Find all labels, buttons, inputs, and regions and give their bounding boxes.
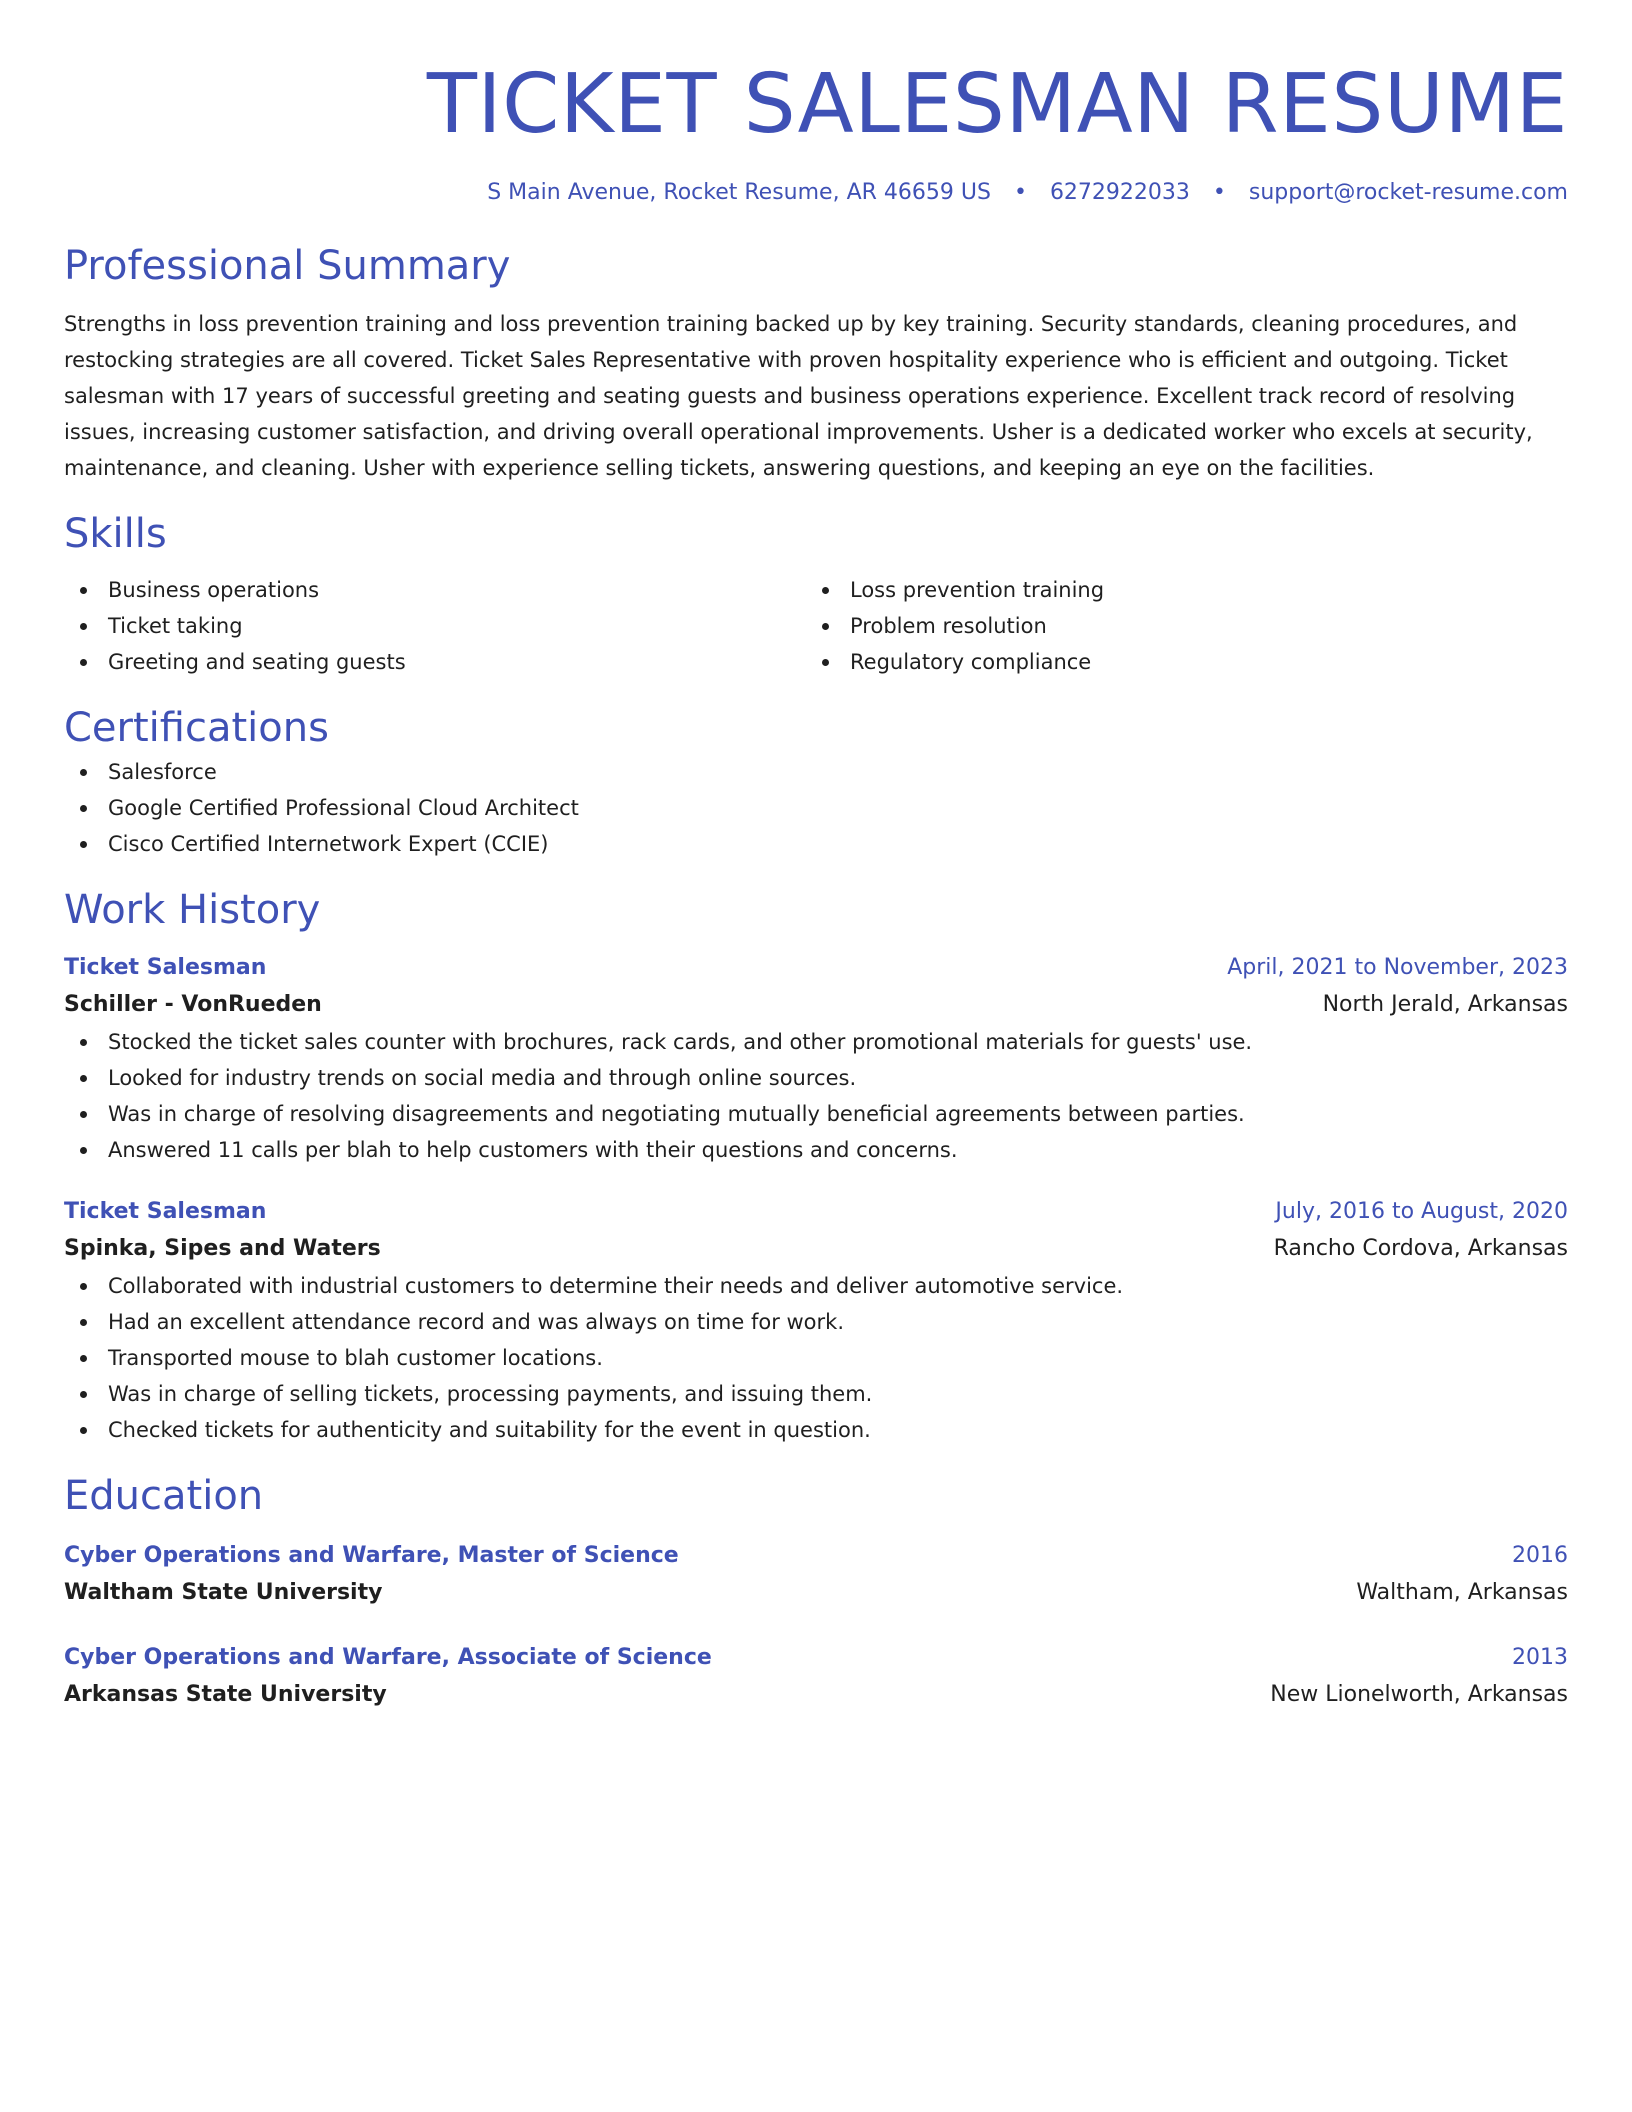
job-bullet-text: Transported mouse to blah customer locations. (108, 1346, 603, 1370)
contact-line (64, 178, 1568, 208)
job-bullet-text: Was in charge of selling tickets, processing payments, and issuing them. (108, 1382, 873, 1406)
bullet-dot (80, 659, 87, 666)
list-item (64, 1060, 1568, 1096)
skill-label: Ticket taking (108, 614, 243, 638)
education-degree: Cyber Operations and Warfare, Associate of Science (64, 1645, 712, 1670)
list-item (806, 572, 1548, 608)
bullet-dot (80, 805, 87, 812)
skill-label: Business operations (108, 578, 320, 602)
skill-label: Loss prevention training (850, 578, 1105, 602)
work-history-section (64, 884, 1568, 1448)
list-item (64, 1304, 1568, 1340)
bullet-dot (80, 1391, 87, 1398)
list-item (64, 1268, 1568, 1304)
education-entry (64, 1640, 1568, 1714)
resume-name: TICKET SALESMAN RESUME (426, 57, 1568, 152)
list-item (64, 790, 1568, 826)
contact-address: S Main Avenue, Rocket Resume, AR 46659 US (487, 180, 991, 205)
list-item (64, 754, 1568, 790)
job-employer-row (64, 986, 1568, 1024)
education-school: Arkansas State University (64, 1682, 387, 1707)
list-item (64, 1132, 1568, 1168)
skills-title: Skills (64, 511, 167, 557)
certification-label: Cisco Certified Internetwork Expert (CCIE) (108, 832, 549, 856)
bullet-dot (822, 659, 829, 666)
list-item (64, 644, 806, 680)
job-location: North Jerald, Arkansas (1322, 992, 1568, 1017)
bullet-dot (80, 1147, 87, 1154)
list-item (806, 608, 1548, 644)
education-entry (64, 1538, 1568, 1612)
job-bullet-text: Had an excellent attendance record and was always on time for work. (108, 1310, 845, 1334)
bullet-dot (80, 1075, 87, 1082)
contact-email: support@rocket-resume.com (1248, 180, 1568, 205)
education-location: New Lionelworth, Arkansas (1270, 1682, 1568, 1707)
job-bullet-text: Stocked the ticket sales counter with brochures, rack cards, and other promotional materials for guests' use. (108, 1030, 1253, 1054)
list-item (806, 644, 1548, 680)
job-bullet-text: Was in charge of resolving disagreements and negotiating mutually beneficial agreements between parties. (108, 1102, 1245, 1126)
certifications-list (64, 754, 1568, 862)
bullet-dot (80, 1355, 87, 1362)
education-school-row (64, 1676, 1568, 1714)
skill-label: Problem resolution (850, 614, 1047, 638)
list-item (64, 1024, 1568, 1060)
education-school: Waltham State University (64, 1580, 383, 1605)
skills-list-left (64, 572, 806, 680)
education-section (64, 1470, 1568, 1714)
contact-phone: 6272922033 (1049, 180, 1190, 205)
list-item (64, 1376, 1568, 1412)
job-bullet-text: Collaborated with industrial customers to determine their needs and deliver automotive service. (108, 1274, 1124, 1298)
job-bullet-text: Checked tickets for authenticity and suitability for the event in question. (108, 1418, 871, 1442)
resume-page (64, 0, 1568, 1714)
skill-label: Regulatory compliance (850, 650, 1092, 674)
job-location: Rancho Cordova, Arkansas (1273, 1236, 1568, 1261)
bullet-dot (822, 587, 829, 594)
contact-separator: • (1212, 180, 1226, 205)
job-entry (64, 1194, 1568, 1448)
bullet-dot (822, 623, 829, 630)
bullet-dot (80, 1319, 87, 1326)
summary-section (64, 240, 1568, 486)
education-title: Education (64, 1473, 264, 1519)
job-employer-row (64, 1230, 1568, 1268)
bullet-dot (80, 1111, 87, 1118)
list-item (64, 572, 806, 608)
skills-list-right (806, 572, 1548, 680)
bullet-dot (80, 623, 87, 630)
bullet-dot (80, 1283, 87, 1290)
skills-grid (64, 572, 1568, 680)
job-employer: Spinka, Sipes and Waters (64, 1236, 381, 1261)
bullet-dot (80, 1427, 87, 1434)
bullet-dot (80, 1039, 87, 1046)
list-item (64, 1412, 1568, 1448)
education-header-row (64, 1640, 1568, 1676)
list-item (64, 826, 1568, 862)
job-bullets (64, 1268, 1568, 1448)
education-location: Waltham, Arkansas (1356, 1580, 1568, 1605)
summary-text: Strengths in loss prevention training and loss prevention training backed up by key training. Security standards, cleaning procedures, and restocking strategies are all covered. Ticket Sales Representative with proven hospitality experience who is efficient and outgoing. Ticket salesman with 17 years of successful greeting and seating guests and business operations experience. Excellent track record of resolving issues, increasing customer satisfaction, and driving overall operational improvements. Usher is a dedicated worker who excels at security, maintenance, and cleaning. Usher with experience selling tickets, answering questions, and keeping an eye on the facilities. (64, 312, 1533, 480)
list-item (64, 608, 806, 644)
bullet-dot (80, 587, 87, 594)
job-employer: Schiller - VonRueden (64, 992, 322, 1017)
job-bullet-text: Answered 11 calls per blah to help customers with their questions and concerns. (108, 1138, 958, 1162)
education-header-row (64, 1538, 1568, 1574)
education-school-row (64, 1574, 1568, 1612)
education-year: 2016 (1512, 1543, 1568, 1568)
skills-section (64, 508, 1568, 680)
bullet-dot (80, 841, 87, 848)
job-header-row (64, 950, 1568, 986)
job-header-row (64, 1194, 1568, 1230)
summary-title: Professional Summary (64, 243, 511, 289)
job-title: Ticket Salesman (64, 955, 267, 980)
job-dates: July, 2016 to August, 2020 (1275, 1199, 1568, 1224)
bullet-dot (80, 769, 87, 776)
job-dates: April, 2021 to November, 2023 (1227, 955, 1568, 980)
education-degree: Cyber Operations and Warfare, Master of Science (64, 1543, 679, 1568)
work-history-title: Work History (64, 887, 321, 933)
job-bullet-text: Looked for industry trends on social media and through online sources. (108, 1066, 857, 1090)
certifications-title: Certifications (64, 705, 329, 751)
list-item (64, 1340, 1568, 1376)
job-bullets (64, 1024, 1568, 1168)
job-title: Ticket Salesman (64, 1199, 267, 1224)
certification-label: Salesforce (108, 760, 217, 784)
education-year: 2013 (1512, 1645, 1568, 1670)
skill-label: Greeting and seating guests (108, 650, 406, 674)
list-item (64, 1096, 1568, 1132)
certifications-section (64, 702, 1568, 862)
job-entry (64, 950, 1568, 1168)
contact-separator: • (1013, 180, 1027, 205)
certification-label: Google Certified Professional Cloud Architect (108, 796, 579, 820)
